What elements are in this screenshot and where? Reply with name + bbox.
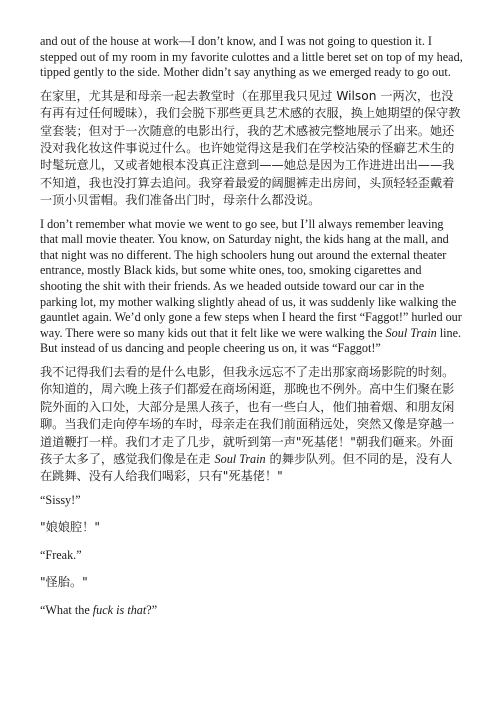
dialogue-italic: fuck is that	[92, 602, 147, 617]
paragraph-text: 我不记得我们去看的是什么电影，但我永远忘不了走出那家商场影院的时刻。你知道的，周六晚上孩子们都爱在商场闲逛，那晚也不例外。高中生们聚在影院外面的入口处，大部分是黑人孩子，也有一些白人，他们抽着烟、和朋友闲聊。当我们走向停车场的车时，母亲走在我们前面稍远处，突然又像是穿越一道道鞭打一样。我们才走了几步，就听到第一声"死基佬！"朝我们砸来。外面孩子太多了，感觉我们像是在走	[40, 364, 455, 466]
dialogue-line-zh	[40, 519, 464, 536]
dialogue-text: “Sissy!”	[40, 492, 81, 507]
dialogue-text: ?”	[146, 602, 158, 617]
italic-title: Soul Train	[214, 452, 266, 466]
paragraph-text: and out of the house at work—I don’t know, and I was not going to question it. I stepped out of my room in my favorite culottes and a little beret set on top of my head, tipped gently to the side. Mother didn’t say anything as we emerged ready to go out.	[40, 34, 463, 80]
paragraph-text: I don’t remember what movie we went to go see, but I’ll always remember leaving that mall movie theater. You know, on Saturday night, the kids hang at the mall, and that night was no different. The high schoolers hung out around the external theater entrance, mostly Black kids, but some white ones, too, smoking cigarettes and shooting the shit with their friends. As we headed outside toward our car in the parking lot, my mother walking slightly ahead of us, it was suddenly like walking the gauntlet again. We’d only gone a few steps when I heard the first “Faggot!” hurled our way. There were so many kids out that it felt like we were walking the	[40, 216, 462, 340]
dialogue-text: "娘娘腔！"	[40, 520, 100, 535]
document-page	[40, 34, 464, 629]
paragraph-en-2	[40, 217, 464, 357]
dialogue-line-en	[40, 493, 464, 509]
dialogue-line-en	[40, 603, 464, 619]
paragraph-en-1	[40, 34, 464, 81]
dialogue-line-zh	[40, 574, 464, 591]
dialogue-text: "怪胎。"	[40, 575, 88, 590]
dialogue-text: “Freak.”	[40, 547, 82, 562]
paragraph-zh-2	[40, 364, 464, 486]
dialogue-text: “What the	[40, 602, 93, 617]
italic-title: Soul Train	[385, 325, 437, 340]
paragraph-zh-1	[40, 88, 464, 210]
paragraph-text: 在家里，尤其是和母亲一起去教堂时（在那里我只见过 Wilson 一两次，也没有再有过任何暧昧），我们会脱下那些更具艺术感的衣服，换上她期望的保守教堂套装；但对于一次随意的电影出行，我的艺术感被完整地展示了出来。她还没对我化妆这件事说过什么。也许她觉得这是我们在学校沾染的怪癖艺术生的时髦玩意儿，又或者她根本没真正注意到——她总是因为工作进进出出——我不知道，我也没打算去追问。我穿着最爱的阔腿裤走出房间，头顶轻轻歪戴着一顶小贝雷帽。我们准备出门时，母亲什么都没说。	[40, 88, 461, 208]
paragraph-text: 的舞步队列。但不同的是，没有人在跳舞、没有人给我们喝彩，只有"死基佬！"	[40, 452, 453, 484]
paragraph-text: line. But instead of us dancing and people cheering us on, it was “Faggot!”	[40, 325, 462, 356]
dialogue-line-en	[40, 548, 464, 564]
